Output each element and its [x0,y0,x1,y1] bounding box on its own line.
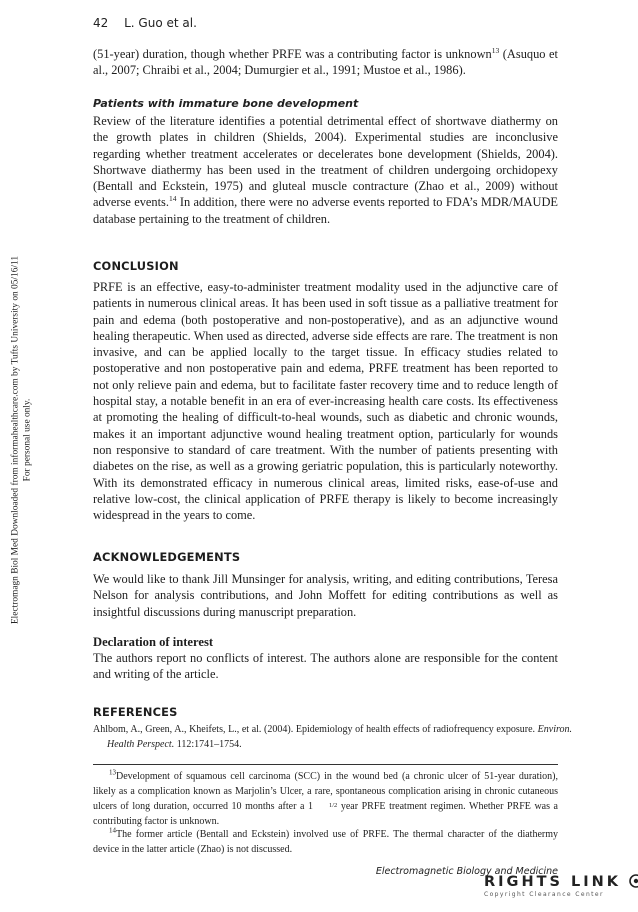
fraction-half: 1/2 [328,802,338,809]
acknowledgements-heading: ACKNOWLEDGEMENTS [93,550,241,564]
footnote-ref-14[interactable]: 14 [168,194,177,204]
footnote-13-marker: 13 [109,768,116,777]
running-authors: L. Guo et al. [124,16,197,30]
footnote-14-marker: 14 [109,826,116,835]
immature-bone-heading: Patients with immature bone development [93,97,359,110]
copyright-mark-icon [629,874,638,888]
conclusion-heading: CONCLUSION [93,259,179,273]
footnote-divider [93,764,558,765]
journal-name: Electromagnetic Biology and Medicine [375,866,558,877]
continuation-paragraph: (51-year) duration, though whether PRFE was a contributing factor is unknown$^{13}$ (Asuquo et al., 2007; Chraibi et al., 2004; Dumurgier et al., 1991; Mustoe et al., 1986). [93,45,558,78]
references-heading: REFERENCES [93,705,178,719]
immature-bone-paragraph: Review of the literature identifies a potential detrimental effect of shortwave diathermy on the growth plates in children (Shields, 2004). Experimental studies are inconclusive regarding whether treatment accelerates or decelerates bone development (Shields, 2004). Shortwave diathermy has been used in the treatment of children undergoing orchidopexy (Bentall and Eckstein, 1975) and gluteal muscle contracture (Zhao et al., 2009) without adverse events.$^{14}$ In addition, there were no adverse events reported to FDA’s MDR/MAUDE database pertaining to the treatment of children. [93,114,558,226]
download-watermark [2,230,42,650]
footnote-ref-13[interactable]: 13 [491,45,500,55]
reference-journal: Environ. Health Perspect. [107,724,573,750]
acknowledgements-paragraph: We would like to thank Jill Munsinger for analysis, writing, and editing contributions, Teresa Nelson for analysis contributions, and John Moffett for editing contributions as well as insightful discussions during manuscript preparation. [93,572,558,619]
declaration-paragraph: The authors report no conflicts of interest. The authors alone are responsible for the content and writing of the article. [93,651,558,682]
running-header [93,16,209,30]
reference-item: Ahlbom, A., Green, A., Kheifets, L., et al. (2004). Epidemiology of health effects of radiofrequency exposure. Environ. Health Perspect. 112:1741–1754. [93,724,573,750]
declaration-heading: Declaration of interest [93,635,214,649]
footnote-14: $^{14}$The former article (Bentall and Eckstein) involved use of PRFE. The thermal character of the diathermy device in the latter article (Zhao) is not discussed. [93,826,558,855]
footnote-13: $^{13}$Development of squamous cell carcinoma (SCC) in the wound bed (a chronic ulcer of 51-year duration), likely as a complication known as Marjolin’s Ulcer, a rare, spontaneous complication arising in chronic cutaneous ulcers of long duration, occurred 10 months after a 1 1/2 year PRFE treatment regimen. Whether PRFE was a contributing factor is unknown. [93,768,558,827]
rightslink-wordmark: RIGHTS LINK [484,874,622,890]
conclusion-paragraph: PRFE is an effective, easy-to-administer treatment modality used in the adjunctive care of patients in numerous clinical areas. It has been used in soft tissue as a palliative treatment for pain and edema (both postoperative and non-postoperative), and as an adjunctive wound healing therapeutic. When used as directed, adverse side effects are rare. The treatment is non invasive, and can be applied locally to the target tissue. In efficacy studies related to postoperative and non postoperative pain and edema, PRFE treatment has been reported to not only relieve pain and edema, but to facilitate faster recovery time and to reduce length of hospital stay, a notable benefit in an era of ever-increasing health care costs. Its effectiveness at promoting the healing of difficult-to-heal wounds, such as diabetic and chronic wounds, makes it an important adjunctive wound healing treatment option, particularly for wounds non responsive to standard of care treatment. With the number of patients presenting with diabetes on the rise, as well as a growing geriatric population, this is particularly noteworthy. With its demonstrated efficacy in numerous clinical areas, limited risks, ease-of-use and relative low-cost, the clinical application of PRFE therapy is likely to become increasingly widespread in the years to come. [93,280,558,523]
watermark-line-1: Electromagn Biol Med Downloaded from informahealthcare.com by Tufts University on 05/16/11 [10,255,21,625]
rightslink-logo[interactable] [484,874,622,904]
page-number: 42 [93,16,109,30]
rightslink-tagline: Copyright Clearance Center [484,891,604,898]
watermark-line-2: For personal use only. [22,398,32,482]
